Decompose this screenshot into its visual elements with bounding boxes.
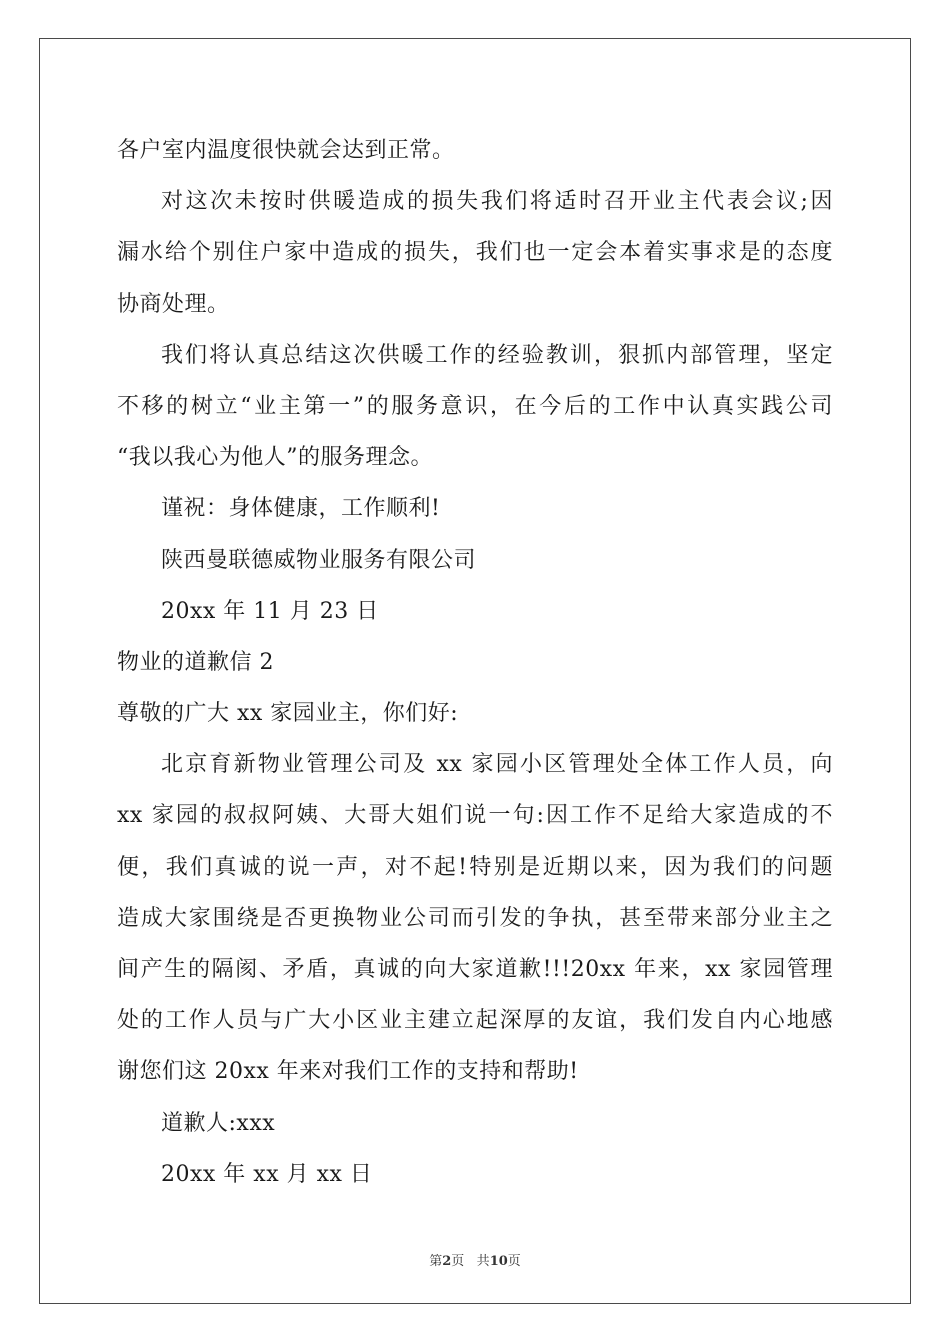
text-line: 对这次未按时供暖造成的损失我们将适时召开业主代表会议;因 <box>161 189 833 215</box>
text-line: 我们将认真总结这次供暖工作的经验教训，狠抓内部管理，坚定 <box>161 342 833 368</box>
page-footer <box>0 1250 950 1269</box>
text-line: 物业的道歉信 2 <box>117 649 274 675</box>
text-line: 陕西曼联德威物业服务有限公司 <box>161 547 477 573</box>
text-line: xx 家园的叔叔阿姨、大哥大姐们说一句:因工作不足给大家造成的不 <box>117 803 833 829</box>
text-line: 协商处理。 <box>117 291 230 317</box>
text-line: 处的工作人员与广大小区业主建立起深厚的友谊，我们发自内心地感 <box>117 1008 833 1034</box>
footer-total-suffix: 页 <box>507 1254 521 1269</box>
text-line: 20xx 年 xx 月 xx 日 <box>161 1161 373 1187</box>
text-line: “我以我心为他人”的服务理念。 <box>117 445 433 471</box>
text-line: 漏水给个别住户家中造成的损失，我们也一定会本着实事求是的态度 <box>117 240 833 266</box>
text-line: 间产生的隔阂、矛盾，真诚的向大家道歉!!!20xx 年来，xx 家园管理 <box>117 957 833 982</box>
document-body <box>117 125 833 1200</box>
text-line: 各户室内温度很快就会达到正常。 <box>117 138 455 163</box>
text-line: 造成大家围绕是否更换物业公司而引发的争执，甚至带来部分业主之 <box>117 905 833 931</box>
text-line: 20xx 年 11 月 23 日 <box>161 598 379 624</box>
text-line: 北京育新物业管理公司及 xx 家园小区管理处全体工作人员，向 <box>161 752 833 778</box>
footer-prefix: 第 <box>429 1254 443 1269</box>
text-line: 尊敬的广大 xx 家园业主，你们好: <box>117 701 459 727</box>
footer-page-number: 2 <box>442 1254 452 1269</box>
text-line: 谨祝：身体健康，工作顺利! <box>161 496 441 522</box>
text-line: 谢您们这 20xx 年来对我们工作的支持和帮助! <box>117 1059 579 1085</box>
footer-page-suffix: 页 <box>451 1254 465 1269</box>
footer-total-pages: 10 <box>489 1254 508 1269</box>
footer-total-prefix: 共 <box>476 1254 490 1269</box>
text-line: 不移的树立“业主第一”的服务意识，在今后的工作中认真实践公司 <box>117 393 833 419</box>
text-line: 道歉人:xxx <box>161 1110 276 1136</box>
text-line: 便，我们真诚的说一声，对不起!特别是近期以来，因为我们的问题 <box>117 854 833 880</box>
